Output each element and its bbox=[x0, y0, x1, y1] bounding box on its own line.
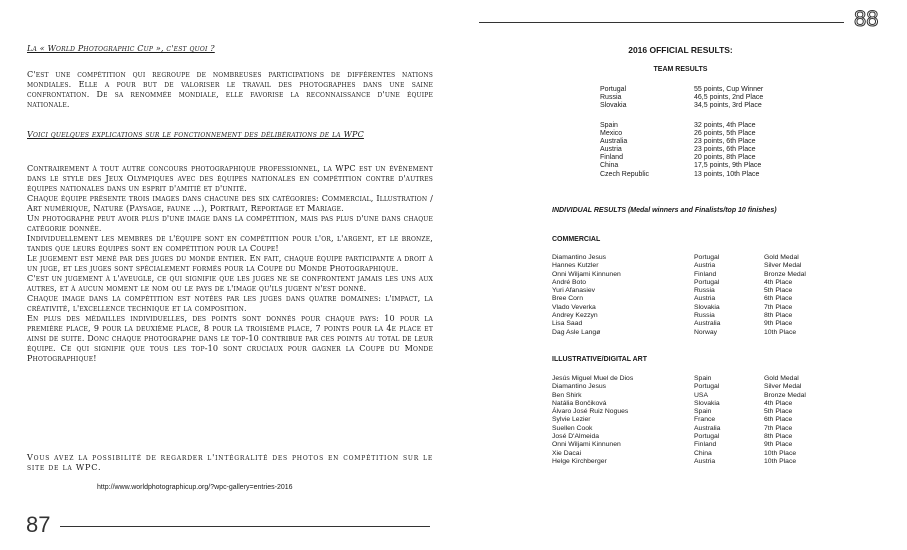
list-item bbox=[552, 279, 806, 287]
winner-place: 4th Place bbox=[764, 399, 793, 407]
body-paragraph: Chaque image dans la compétition est notées par les juges dans quatre domaines: l'impact, la créativité, l'excellence technique et la composition. bbox=[27, 293, 433, 313]
commercial-title: COMMERCIAL bbox=[552, 236, 601, 243]
team-row bbox=[600, 171, 761, 179]
team-result: 32 points, 4th Place bbox=[694, 122, 756, 129]
winner-country: Austria bbox=[694, 457, 716, 465]
list-item bbox=[552, 295, 806, 303]
list-item bbox=[552, 383, 806, 391]
team-row bbox=[600, 102, 763, 110]
team-country: Russia bbox=[600, 94, 622, 102]
winner-country: Slovakia bbox=[694, 303, 720, 311]
winner-place: 6th Place bbox=[764, 416, 793, 424]
winner-name: Bree Corn bbox=[552, 295, 583, 303]
team-country: Slovakia bbox=[600, 102, 627, 110]
winner-place: 8th Place bbox=[764, 433, 793, 441]
winner-country: Russia bbox=[694, 312, 715, 320]
list-item bbox=[552, 408, 806, 416]
winner-name: Lisa Saad bbox=[552, 320, 583, 328]
body-paragraph: Chaque équipe présente trois images dans chacune des six catégories: Commercial, Illustration / Art numérique, Nature (Paysage, faune ...), Portrait, Reportage et Mariage. bbox=[27, 193, 433, 213]
team-top-list bbox=[600, 86, 763, 110]
heading-what-is-wpc: La « World Photographic Cup », c'est quoi ? bbox=[27, 44, 215, 53]
team-result: 23 points, 6th Place bbox=[694, 138, 756, 146]
list-item bbox=[552, 329, 806, 337]
winner-place: 5th Place bbox=[764, 287, 793, 295]
winner-name: Hannes Kutzler bbox=[552, 262, 599, 270]
list-item bbox=[552, 400, 806, 408]
team-country: Austria bbox=[600, 146, 622, 154]
body-paragraph: Individuellement les membres de l'équipe sont en compétition pour l'or, l'argent, et le bronze, tandis que leurs équipes sont en compétition pour la Coupe! bbox=[27, 233, 433, 253]
team-row bbox=[600, 154, 761, 162]
winner-place: Bronze Medal bbox=[764, 270, 806, 278]
winner-country: France bbox=[694, 416, 716, 424]
winner-place: Silver Medal bbox=[764, 383, 802, 391]
results-title: 2016 OFFICIAL RESULTS: bbox=[628, 45, 733, 55]
list-item bbox=[552, 320, 806, 328]
team-rest-list bbox=[600, 122, 761, 179]
winner-name: André Boto bbox=[552, 278, 587, 286]
header-rule bbox=[479, 22, 844, 23]
team-row bbox=[600, 130, 761, 138]
winner-country: Portugal bbox=[694, 433, 720, 441]
closing-paragraph: Vous avez la possibilité de regarder l'intégralité des photos en compétition sur le site de la WPC. bbox=[27, 452, 433, 472]
team-result: 26 points, 5th Place bbox=[694, 130, 756, 138]
list-item bbox=[552, 375, 806, 383]
winner-place: 10th Place bbox=[764, 449, 797, 457]
winner-place: Gold Medal bbox=[764, 375, 799, 382]
winner-place: 4th Place bbox=[764, 278, 793, 286]
winner-place: 7th Place bbox=[764, 303, 793, 311]
winner-name: Ben Shirk bbox=[552, 391, 582, 399]
team-result: 55 points, Cup Winner bbox=[694, 86, 764, 93]
winner-name: Diamantino Jesus bbox=[552, 254, 607, 261]
winner-country: Spain bbox=[694, 375, 712, 382]
winner-name: Yuri Afanasiev bbox=[552, 287, 596, 295]
team-row bbox=[600, 138, 761, 146]
winner-place: 6th Place bbox=[764, 295, 793, 303]
list-item bbox=[552, 287, 806, 295]
winner-country: Australia bbox=[694, 424, 721, 432]
list-item bbox=[552, 392, 806, 400]
winner-country: Austria bbox=[694, 262, 716, 270]
team-result: 46,5 points, 2nd Place bbox=[694, 94, 764, 102]
intro-paragraph: C'est une compétition qui regroupe de nombreuses participations de différentes nations mondiales. Elle a pour but de valoriser le travail des photographes dans une saine confrontation. De sa renommée mondiale, elle favorise la reconnaissance d'une équipe nationale. bbox=[27, 69, 433, 109]
winner-country: Australia bbox=[694, 320, 721, 328]
left-page bbox=[0, 0, 453, 550]
winner-name: Álvaro José Ruiz Nogues bbox=[552, 408, 629, 416]
list-item bbox=[552, 450, 806, 458]
winner-name: José D'Almeida bbox=[552, 433, 600, 441]
page-number-right: 88 bbox=[854, 6, 879, 31]
team-row bbox=[600, 86, 763, 94]
team-result: 17,5 points, 9th Place bbox=[694, 162, 762, 170]
winner-country: USA bbox=[694, 391, 708, 399]
winner-name: Andrey Kezzyn bbox=[552, 312, 598, 320]
illustrative-list bbox=[552, 375, 806, 466]
winner-place: 10th Place bbox=[764, 328, 797, 336]
body-paragraph: Le jugement est mené par des juges du monde entier. En fait, chaque équipe participante a droit à un juge, et les juges sont spécialement formés pour la Coupe du Monde Photographique. bbox=[27, 253, 433, 273]
winner-place: Silver Medal bbox=[764, 262, 802, 270]
winner-place: 9th Place bbox=[764, 441, 793, 449]
team-row bbox=[600, 94, 763, 102]
winner-name: Sylvie Lezier bbox=[552, 416, 591, 424]
list-item bbox=[552, 254, 806, 262]
winner-country: Slovakia bbox=[694, 399, 720, 407]
heading-deliberations: Voici quelques explications sur le fonctionnement des délibérations de la WPC bbox=[27, 130, 364, 139]
winner-country: Portugal bbox=[694, 278, 720, 286]
winner-name: Helge Kirchberger bbox=[552, 457, 607, 465]
list-item bbox=[552, 425, 806, 433]
winner-place: 5th Place bbox=[764, 408, 793, 416]
winner-country: Finland bbox=[694, 441, 717, 449]
winner-country: Austria bbox=[694, 295, 716, 303]
team-result: 23 points, 6th Place bbox=[694, 146, 756, 154]
list-item bbox=[552, 262, 806, 270]
winner-country: Portugal bbox=[694, 383, 720, 391]
winner-name: Suellen Cook bbox=[552, 424, 593, 432]
list-item bbox=[552, 304, 806, 312]
winner-place: 10th Place bbox=[764, 457, 797, 465]
individual-results-title bbox=[552, 207, 777, 214]
team-country: Spain bbox=[600, 122, 618, 129]
winner-name: Jesús Miguel Muel de Dios bbox=[552, 375, 634, 382]
body-paragraph: En plus des médailles individuelles, des points sont donnés pour chaque pays: 10 pour la première place, 9 pour la deuxième place, 8 pour la troisième place, 7 points pour la 4e place et ainsi de suite. Donc chaque photographe dans le top-10 contribue par ces points au total de leur équipe. Ce qui signifie que tous les top-10 sont cruciaux pour gagner la Coupe du Monde Photographique! bbox=[27, 313, 433, 363]
team-row bbox=[600, 122, 761, 130]
footer-rule bbox=[60, 526, 430, 527]
winner-country: Finland bbox=[694, 270, 717, 278]
team-country: Czech Republic bbox=[600, 170, 650, 178]
winner-name: Dag Asle Langø bbox=[552, 328, 601, 336]
winner-name: Onni Wiljami Kinnunen bbox=[552, 441, 621, 449]
winner-country: Portugal bbox=[694, 254, 720, 261]
winner-country: Russia bbox=[694, 287, 715, 295]
winner-place: 7th Place bbox=[764, 424, 793, 432]
list-item bbox=[552, 416, 806, 424]
winner-name: Natália Bončiková bbox=[552, 399, 607, 407]
list-item bbox=[552, 458, 806, 466]
team-row bbox=[600, 146, 761, 154]
team-results-title: TEAM RESULTS bbox=[653, 66, 708, 73]
winner-country: Norway bbox=[694, 328, 718, 336]
winner-place: Gold Medal bbox=[764, 254, 799, 261]
commercial-list bbox=[552, 254, 806, 337]
page-number-left: 87 bbox=[26, 512, 51, 537]
winner-place: 9th Place bbox=[764, 320, 793, 328]
list-item bbox=[552, 433, 806, 441]
winner-place: Bronze Medal bbox=[764, 391, 806, 399]
team-row bbox=[600, 162, 761, 170]
body-text bbox=[27, 163, 433, 363]
team-result: 34,5 points, 3rd Place bbox=[694, 102, 762, 110]
winner-name: Onni Wiljami Kinnunen bbox=[552, 270, 621, 278]
team-country: Mexico bbox=[600, 130, 623, 138]
winner-name: Diamantino Jesus bbox=[552, 383, 607, 391]
team-result: 20 points, 8th Place bbox=[694, 154, 756, 162]
individual-results-label: INDIVIDUAL RESULTS (Medal winners and Finalists/top 10 finishes) bbox=[552, 207, 777, 214]
body-paragraph: Contrairement à tout autre concours photographique professionnel, la WPC est un évènement dans le style des Jeux Olympiques avec des équipes nationales en compétition contre d'autres équipes nationales dans un esprit d'amitié et d'unité. bbox=[27, 163, 433, 193]
winner-name: Vlado Veverka bbox=[552, 303, 596, 311]
team-result: 13 points, 10th Place bbox=[694, 170, 760, 178]
team-country: Finland bbox=[600, 154, 623, 162]
body-paragraph: Un photographe peut avoir plus d'une image dans la compétition, mais pas plus d'une dans chaque catégorie donnée. bbox=[27, 213, 433, 233]
team-country: China bbox=[600, 162, 619, 170]
list-item bbox=[552, 441, 806, 449]
list-item bbox=[552, 271, 806, 279]
winner-place: 8th Place bbox=[764, 312, 793, 320]
winner-country: Spain bbox=[694, 408, 712, 416]
winner-name: Xie Dacai bbox=[552, 449, 582, 457]
winner-country: China bbox=[694, 449, 712, 457]
team-country: Portugal bbox=[600, 86, 627, 93]
gallery-url[interactable]: http://www.worldphotographicup.org/?wpc-gallery=entries-2016 bbox=[97, 484, 293, 491]
body-paragraph: C'est un jugement à l'aveugle, ce qui signifie que les juges ne se confrontent jamais les uns aux autres, et à aucun moment le nom ou le pays de l'image qu'ils jugent n'est donné. bbox=[27, 273, 433, 293]
list-item bbox=[552, 312, 806, 320]
right-page bbox=[454, 0, 907, 550]
illustrative-title: ILLUSTRATIVE/DIGITAL ART bbox=[552, 356, 648, 363]
team-country: Australia bbox=[600, 138, 628, 146]
